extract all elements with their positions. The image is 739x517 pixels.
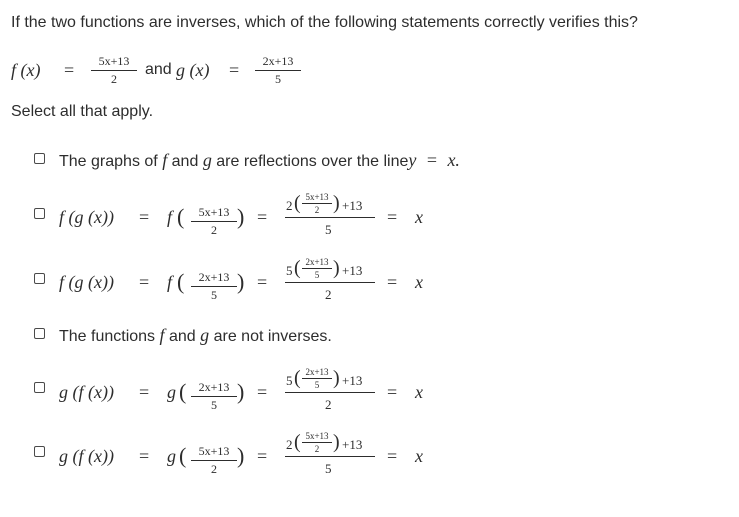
big-fraction [285, 257, 375, 305]
equals-sign: = [426, 150, 437, 170]
nested-fraction [302, 367, 332, 390]
inner-denominator: 2 [211, 223, 217, 237]
f-definition-fraction [91, 54, 137, 87]
left-paren: ( [294, 367, 301, 389]
fraction-bar [302, 442, 332, 443]
inner-denominator: 2 [211, 462, 217, 476]
right-paren: ) [237, 204, 245, 229]
option-2-checkbox[interactable] [34, 208, 45, 219]
left-paren: ( [294, 257, 301, 279]
composition-lhs: f (g (x)) [59, 272, 114, 292]
g-definition-fraction [255, 54, 301, 87]
inner-numerator: 2x+13 [198, 270, 230, 284]
inner-fraction [191, 205, 237, 238]
option-text: are reflections over the line [216, 153, 409, 170]
equals-sign: = [139, 382, 150, 402]
f-numerator: 5x+13 [98, 54, 130, 68]
big-fraction [285, 431, 375, 479]
right-paren: ) [333, 431, 340, 453]
option-4-label[interactable] [59, 325, 332, 346]
fraction-bar [191, 396, 237, 397]
right-paren: ) [333, 257, 340, 279]
g-symbol: g [202, 150, 212, 170]
inner-denominator: 5 [211, 288, 217, 302]
equals-sign: = [387, 382, 398, 402]
inner-fraction [191, 380, 237, 413]
equals-sign: = [139, 207, 150, 227]
nested-numerator: 5x+13 [305, 192, 329, 202]
result-x: x [415, 207, 423, 227]
inner-numerator: 5x+13 [198, 444, 230, 458]
inner-numerator: 5x+13 [198, 205, 230, 219]
fraction-bar [191, 460, 237, 461]
right-paren: ) [333, 192, 340, 214]
f-denominator: 2 [111, 72, 117, 86]
x-symbol: x. [447, 150, 460, 170]
equals-sign: = [139, 446, 150, 466]
fraction-bar [285, 392, 375, 393]
inner-fraction [191, 444, 237, 477]
option-text: and [168, 328, 196, 345]
plus-constant: +13 [342, 263, 363, 278]
option-4-checkbox[interactable] [34, 328, 45, 339]
equals-sign: = [257, 382, 268, 402]
result-x: x [415, 382, 423, 402]
f-symbol: f [162, 150, 168, 170]
equals-sign: = [64, 60, 75, 80]
left-paren: ( [179, 443, 187, 468]
outer-function: f [167, 272, 173, 292]
result-x: x [415, 272, 423, 292]
g-definition-label: g (x) [176, 60, 210, 80]
fraction-bar [285, 456, 375, 457]
outer-function: f [167, 207, 173, 227]
and-text: and [145, 61, 172, 78]
inner-denominator: 5 [211, 398, 217, 412]
coefficient: 2 [286, 198, 293, 213]
option-3-label[interactable] [59, 257, 459, 305]
option-5-label[interactable] [59, 367, 459, 415]
option-text: The functions [59, 328, 156, 345]
option-6-label[interactable] [59, 431, 459, 479]
result-x: x [415, 446, 423, 466]
nested-denominator: 2 [314, 205, 320, 215]
option-1-label[interactable] [59, 150, 460, 171]
fraction-bar [302, 203, 332, 204]
right-paren: ) [237, 269, 245, 294]
plus-constant: +13 [342, 198, 363, 213]
nested-fraction [302, 192, 332, 215]
fraction-bar [255, 70, 301, 71]
left-paren: ( [179, 379, 187, 404]
left-paren: ( [177, 204, 185, 229]
g-symbol: g [200, 325, 210, 345]
instruction-text: Select all that apply. [11, 103, 154, 120]
plus-constant: +13 [342, 437, 363, 452]
fraction-bar [302, 268, 332, 269]
fraction-bar [191, 286, 237, 287]
big-denominator: 5 [325, 461, 332, 476]
left-paren: ( [177, 269, 185, 294]
composition-lhs: g (f (x)) [59, 382, 114, 402]
big-denominator: 2 [325, 397, 332, 412]
outer-function: g [167, 382, 176, 402]
nested-numerator: 2x+13 [305, 257, 329, 267]
fraction-bar [191, 221, 237, 222]
f-definition-label: f (x) [11, 60, 41, 80]
option-3-checkbox[interactable] [34, 273, 45, 284]
composition-lhs: f (g (x)) [59, 207, 114, 227]
left-paren: ( [294, 431, 301, 453]
fraction-bar [302, 378, 332, 379]
nested-denominator: 5 [314, 380, 320, 390]
right-paren: ) [237, 443, 245, 468]
composition-lhs: g (f (x)) [59, 446, 114, 466]
f-symbol: f [159, 325, 165, 345]
big-denominator: 2 [325, 287, 332, 302]
option-5-checkbox[interactable] [34, 382, 45, 393]
option-6-checkbox[interactable] [34, 446, 45, 457]
option-text: are not inverses. [213, 328, 332, 345]
equals-sign: = [257, 207, 268, 227]
fraction-bar [91, 70, 137, 71]
equals-sign: = [387, 207, 398, 227]
option-2-label[interactable] [59, 192, 459, 240]
y-symbol: y [408, 150, 417, 170]
nested-numerator: 5x+13 [305, 431, 329, 441]
option-text: The graphs of [59, 153, 158, 170]
nested-fraction [302, 431, 332, 454]
coefficient: 2 [286, 437, 293, 452]
nested-denominator: 2 [314, 444, 320, 454]
right-paren: ) [237, 379, 245, 404]
nested-denominator: 5 [314, 270, 320, 280]
equals-sign: = [387, 446, 398, 466]
equals-sign: = [257, 446, 268, 466]
coefficient: 5 [286, 263, 293, 278]
inner-fraction [191, 270, 237, 303]
equals-sign: = [229, 60, 240, 80]
equals-sign: = [387, 272, 398, 292]
fraction-bar [285, 217, 375, 218]
nested-numerator: 2x+13 [305, 367, 329, 377]
equals-sign: = [139, 272, 150, 292]
big-denominator: 5 [325, 222, 332, 237]
plus-constant: +13 [342, 373, 363, 388]
inner-numerator: 2x+13 [198, 380, 230, 394]
equals-sign: = [257, 272, 268, 292]
left-paren: ( [294, 192, 301, 214]
big-fraction [285, 367, 375, 415]
option-text: and [171, 153, 199, 170]
right-paren: ) [333, 367, 340, 389]
fraction-bar [285, 282, 375, 283]
coefficient: 5 [286, 373, 293, 388]
g-denominator: 5 [275, 72, 281, 86]
question-text: If the two functions are inverses, which of the following statements correctly verifies this? [11, 14, 638, 31]
outer-function: g [167, 446, 176, 466]
g-numerator: 2x+13 [262, 54, 294, 68]
big-fraction [285, 192, 375, 240]
nested-fraction [302, 257, 332, 280]
option-1-checkbox[interactable] [34, 153, 45, 164]
